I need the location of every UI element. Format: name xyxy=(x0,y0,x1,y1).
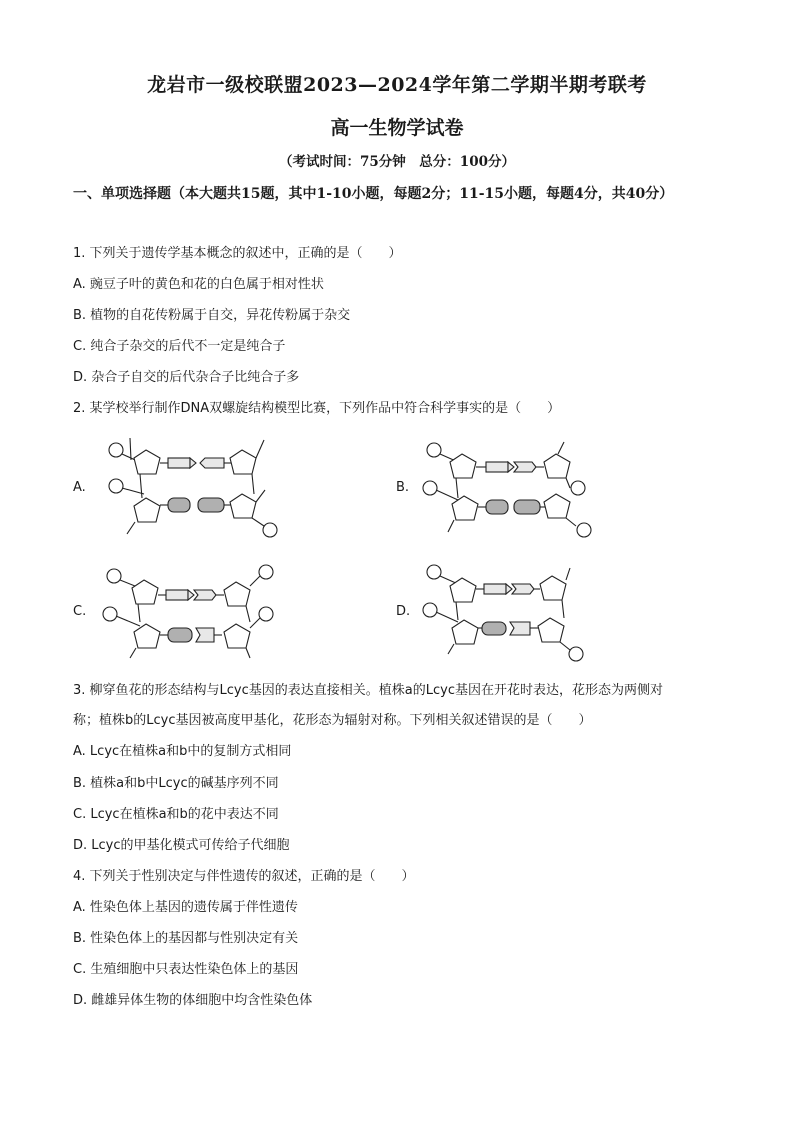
q2-label-d: D. xyxy=(396,604,411,619)
dna-model-c xyxy=(100,562,280,662)
q3-stem-line2: 称；植株b的Lcyc基因被高度甲基化，花形态为辐射对称。下列相关叙述错误的是（ ） xyxy=(73,713,592,728)
q4-option-c: C. 生殖细胞中只表达性染色体上的基因 xyxy=(73,962,299,977)
q3-option-a: A. Lcyc在植株a和b中的复制方式相同 xyxy=(73,744,292,759)
q1-option-b: B. 植物的自花传粉属于自交，异花传粉属于杂交 xyxy=(73,308,351,323)
section-heading: 一、单项选择题（本大题共15题，其中1-10小题，每题2分；11-15小题，每题4分，共40分） xyxy=(73,186,674,202)
q3-stem-line1: 3. 柳穿鱼花的形态结构与Lcyc基因的表达直接相关。植株a的Lcyc基因在开花时表达，花形态为两侧对 xyxy=(73,683,663,698)
q1-option-a: A. 豌豆子叶的黄色和花的白色属于相对性状 xyxy=(73,277,324,292)
q4-option-d: D. 雌雄异体生物的体细胞中均含性染色体 xyxy=(73,993,313,1008)
q4-option-b: B. 性染色体上的基因都与性别决定有关 xyxy=(73,931,299,946)
q2-label-c: C. xyxy=(73,604,87,619)
q2-stem: 2. 某学校举行制作DNA双螺旋结构模型比赛，下列作品中符合科学事实的是（ ） xyxy=(73,401,561,416)
q3-option-c: C. Lcyc在植株a和b的花中表达不同 xyxy=(73,807,279,822)
q2-label-a: A. xyxy=(73,480,86,495)
exam-title: 龙岩市一级校联盟2023—2024学年第二学期半期考联考 xyxy=(147,74,647,96)
dna-model-b xyxy=(418,438,598,538)
q1-option-d: D. 杂合子自交的后代杂合子比纯合子多 xyxy=(73,370,300,385)
exam-info: （考试时间：75分钟 总分：100分） xyxy=(279,154,515,170)
q3-option-b: B. 植株a和b中Lcyc的碱基序列不同 xyxy=(73,776,279,791)
q3-option-d: D. Lcyc的甲基化模式可传给子代细胞 xyxy=(73,838,290,853)
q4-stem: 4. 下列关于性别决定与伴性遗传的叙述，正确的是（ ） xyxy=(73,869,415,884)
exam-subject: 高一生物学试卷 xyxy=(330,117,464,139)
q1-stem: 1. 下列关于遗传学基本概念的叙述中，正确的是（ ） xyxy=(73,246,402,261)
dna-model-d xyxy=(418,562,598,662)
q1-option-c: C. 纯合子杂交的后代不一定是纯合子 xyxy=(73,339,286,354)
q4-option-a: A. 性染色体上基因的遗传属于伴性遗传 xyxy=(73,900,298,915)
dna-model-a xyxy=(102,438,282,538)
q2-label-b: B. xyxy=(396,480,410,495)
